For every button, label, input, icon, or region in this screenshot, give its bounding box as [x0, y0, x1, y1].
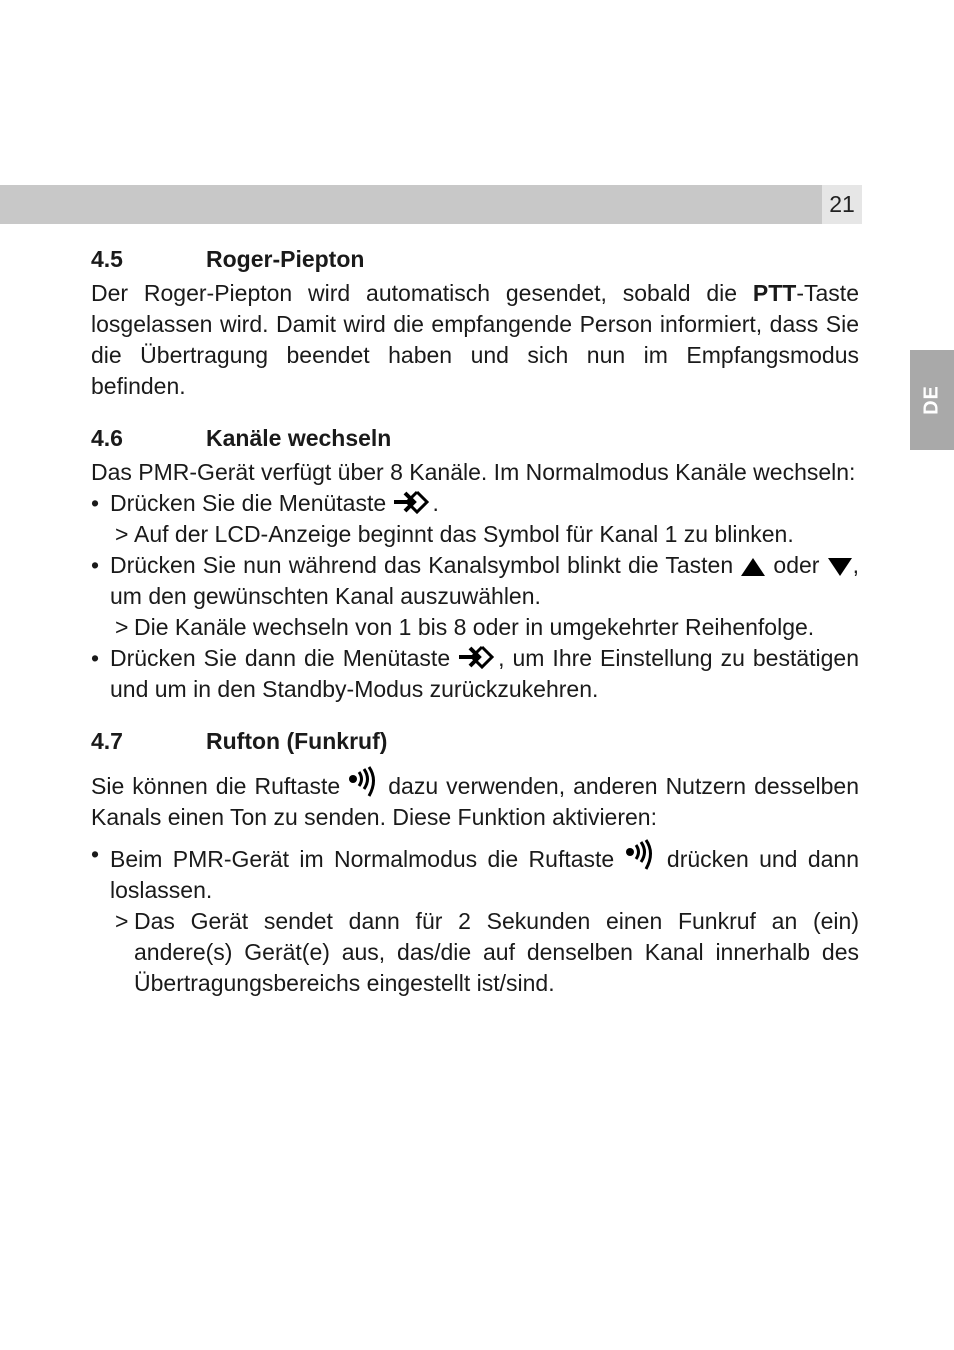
section-roger-piepton [91, 240, 859, 402]
text-run: Beim PMR-Gerät im Normalmodus die Ruftaste [110, 846, 625, 872]
paragraph: Das PMR-Gerät verfügt über 8 Kanäle. Im Normalmodus Kanäle wechseln: [91, 459, 856, 485]
page-content [91, 240, 859, 1016]
list-item [91, 488, 859, 519]
menu-arrow-icon [458, 644, 498, 670]
bullet-dot: • [91, 552, 100, 578]
text-run: Der Roger-Piepton wird automatisch gesendet, sobald die [91, 280, 753, 306]
section-title: Roger-Piepton [206, 246, 365, 272]
call-signal-icon [348, 766, 380, 798]
section-number: 4.5 [91, 246, 123, 272]
result-marker: > [115, 521, 129, 547]
text-run: Auf der LCD-Anzeige beginnt das Symbol für Kanal 1 zu blinken. [134, 521, 794, 547]
text-run: oder [766, 552, 827, 578]
result-line [91, 612, 859, 643]
paragraph [91, 278, 859, 402]
section-number: 4.6 [91, 425, 123, 451]
section-rufton [91, 722, 859, 999]
text-run: Das Gerät sendet dann für 2 Sekunden einen Funkruf an (ein) andere(s) Gerät(e) aus, das/die auf denselben Kanal innerhalb des Übertragungsbereichs eingestellt ist/sind. [134, 908, 859, 996]
section-heading [91, 419, 859, 457]
text-run: dazu verwenden, anderen Nutzern desselben Kanals einen Ton zu senden. Diese Funktion aktivieren: [91, 773, 859, 830]
text-run: -Taste losgelassen wird. Damit wird die empfangende Person informiert, dass Sie die Übertragung beendet haben und sich nun im Empfangsmodus befinden. [91, 280, 859, 399]
list-item [91, 643, 859, 705]
result-marker: > [115, 908, 129, 934]
section-heading [91, 722, 859, 760]
text-run: drücken und dann loslassen. [110, 846, 859, 903]
text-run: Drücken Sie dann die Menütaste [110, 645, 459, 671]
paragraph [91, 766, 859, 833]
text-run: Drücken Sie nun während das Kanalsymbol blinkt die Tasten [110, 552, 741, 578]
result-marker: > [115, 614, 129, 640]
call-signal-icon [625, 839, 657, 871]
triangle-down-icon [827, 557, 853, 577]
list-item [91, 550, 859, 612]
result-line [91, 519, 859, 550]
text-run: Drücken Sie die Menütaste [110, 490, 393, 516]
section-heading [91, 240, 859, 278]
language-tab [910, 350, 954, 450]
list-item [91, 839, 859, 906]
header-bar [0, 185, 822, 224]
bullet-dot: • [91, 490, 100, 516]
bullet-dot: • [91, 841, 100, 867]
ptt-key-label: PTT [752, 280, 797, 306]
triangle-up-icon [740, 557, 766, 577]
text-run: , um den gewünschten Kanal auszuwählen. [110, 552, 859, 609]
section-title: Kanäle wechseln [206, 425, 392, 451]
section-number: 4.7 [91, 728, 123, 754]
section-title: Rufton (Funkruf) [206, 728, 388, 754]
menu-arrow-icon [393, 489, 433, 515]
text-run: , um Ihre Einstellung zu bestätigen und um in den Standby-Modus zurückzukehren. [110, 645, 859, 702]
section-kanaele-wechseln [91, 419, 859, 705]
bullet-dot: • [91, 645, 100, 671]
result-line [91, 906, 859, 999]
text-run: Sie können die Ruftaste [91, 773, 349, 799]
text-run: Die Kanäle wechseln von 1 bis 8 oder in umgekehrter Reihenfolge. [134, 614, 815, 640]
text-run: . [432, 490, 439, 516]
language-tab-label: DE [920, 385, 943, 415]
page-number: 21 [822, 185, 862, 224]
